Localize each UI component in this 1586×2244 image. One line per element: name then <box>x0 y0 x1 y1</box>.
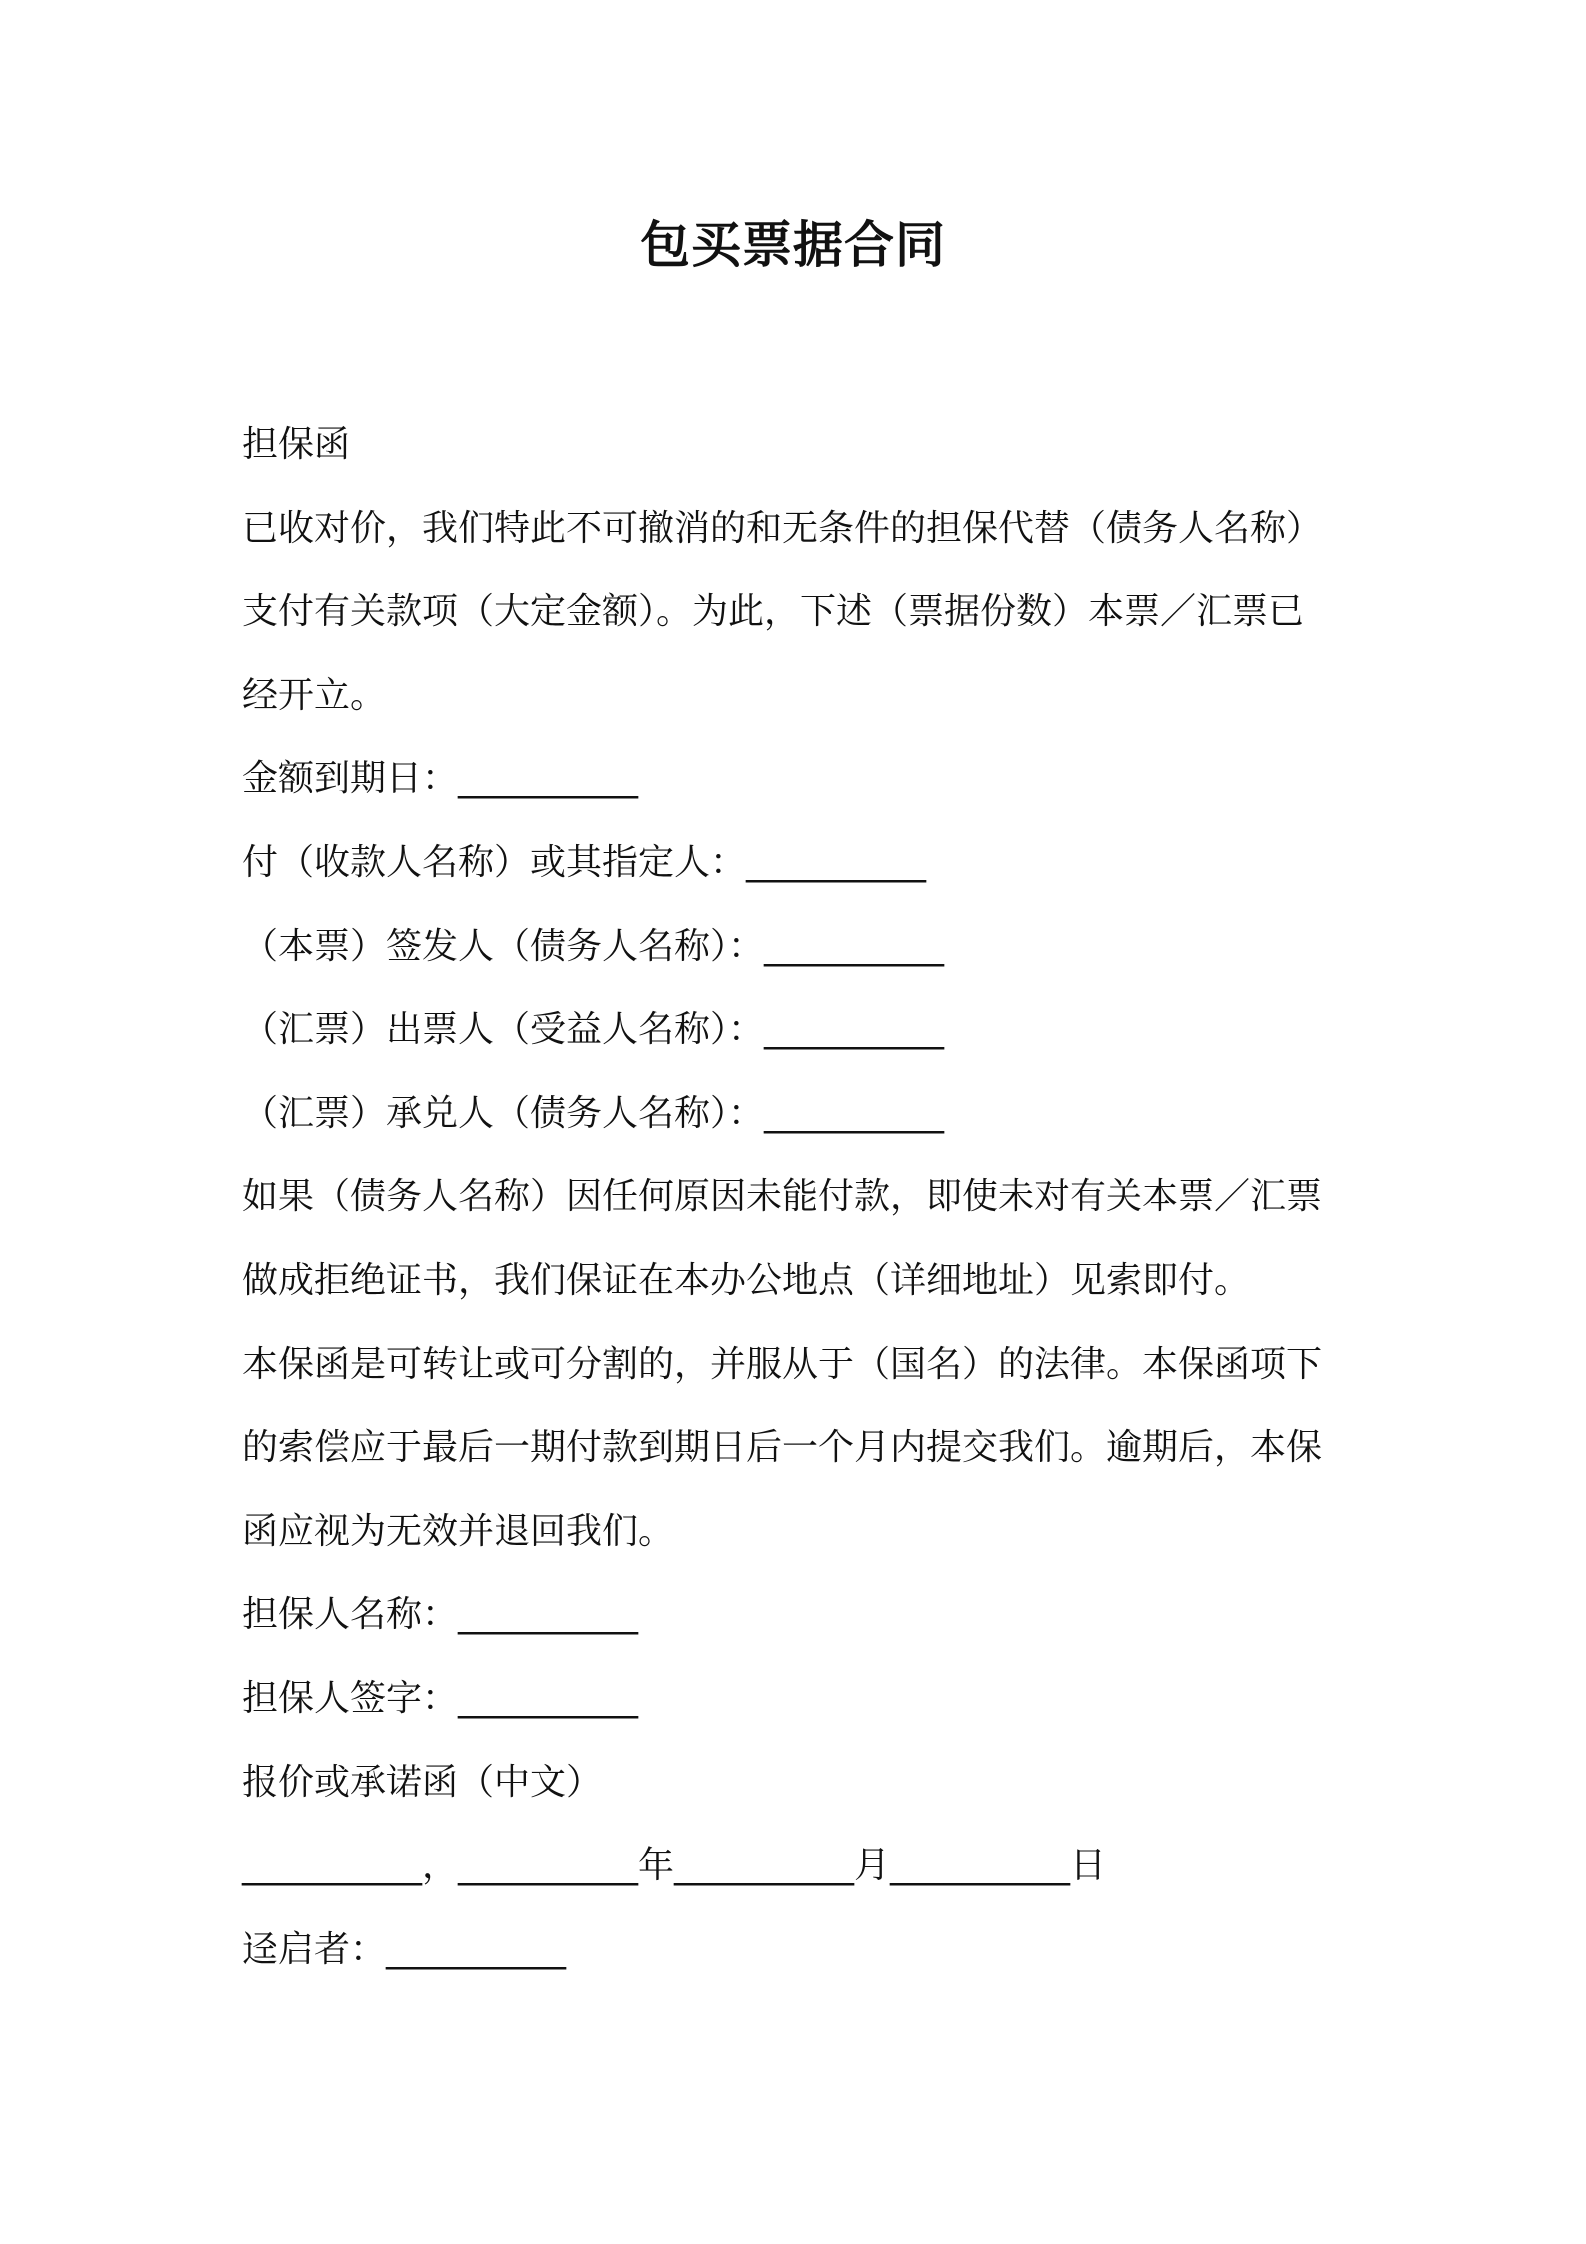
field-due-date: 金额到期日：__________ <box>242 758 639 800</box>
section-heading-guarantee-letter: 担保函 <box>242 424 351 465</box>
paragraph-line: 函应视为无效并退回我们。 <box>242 1510 675 1552</box>
paragraph-line: 已收对价，我们特此不可撤消的和无条件的担保代替（债务人名称） <box>242 507 1323 549</box>
field-guarantor-signature: 担保人签字：__________ <box>242 1677 639 1719</box>
field-note-issuer: （本票）签发人（债务人名称）：__________ <box>242 925 945 967</box>
section-heading-offer-letter: 报价或承诺函（中文） <box>242 1761 603 1803</box>
paragraph-line: 支付有关款项（大定金额）。为此，下述（票据份数）本票／汇票已 <box>242 591 1305 633</box>
field-place-date: __________，__________年__________月__________日 <box>242 1845 1106 1887</box>
document-title: 包买票据合同 <box>640 216 946 274</box>
paragraph-line: 的索偿应于最后一期付款到期日后一个月内提交我们。逾期后，本保 <box>242 1427 1323 1469</box>
paragraph-line: 本保函是可转让或可分割的，并服从于（国名）的法律。本保函项下 <box>242 1343 1323 1385</box>
field-guarantor-name: 担保人名称：__________ <box>242 1594 639 1636</box>
paragraph-line: 经开立。 <box>242 674 387 716</box>
document-body <box>242 403 1362 1991</box>
paragraph-line: 如果（债务人名称）因任何原因未能付款，即使未对有关本票／汇票 <box>242 1176 1323 1218</box>
field-bill-acceptor: （汇票）承兑人（债务人名称）：__________ <box>242 1092 945 1134</box>
field-addressee: 迳启者：__________ <box>242 1928 567 1970</box>
field-bill-drawer: （汇票）出票人（受益人名称）：__________ <box>242 1009 945 1051</box>
field-payee: 付（收款人名称）或其指定人：__________ <box>242 841 927 883</box>
paragraph-line: 做成拒绝证书，我们保证在本办公地点（详细地址）见索即付。 <box>242 1259 1251 1301</box>
